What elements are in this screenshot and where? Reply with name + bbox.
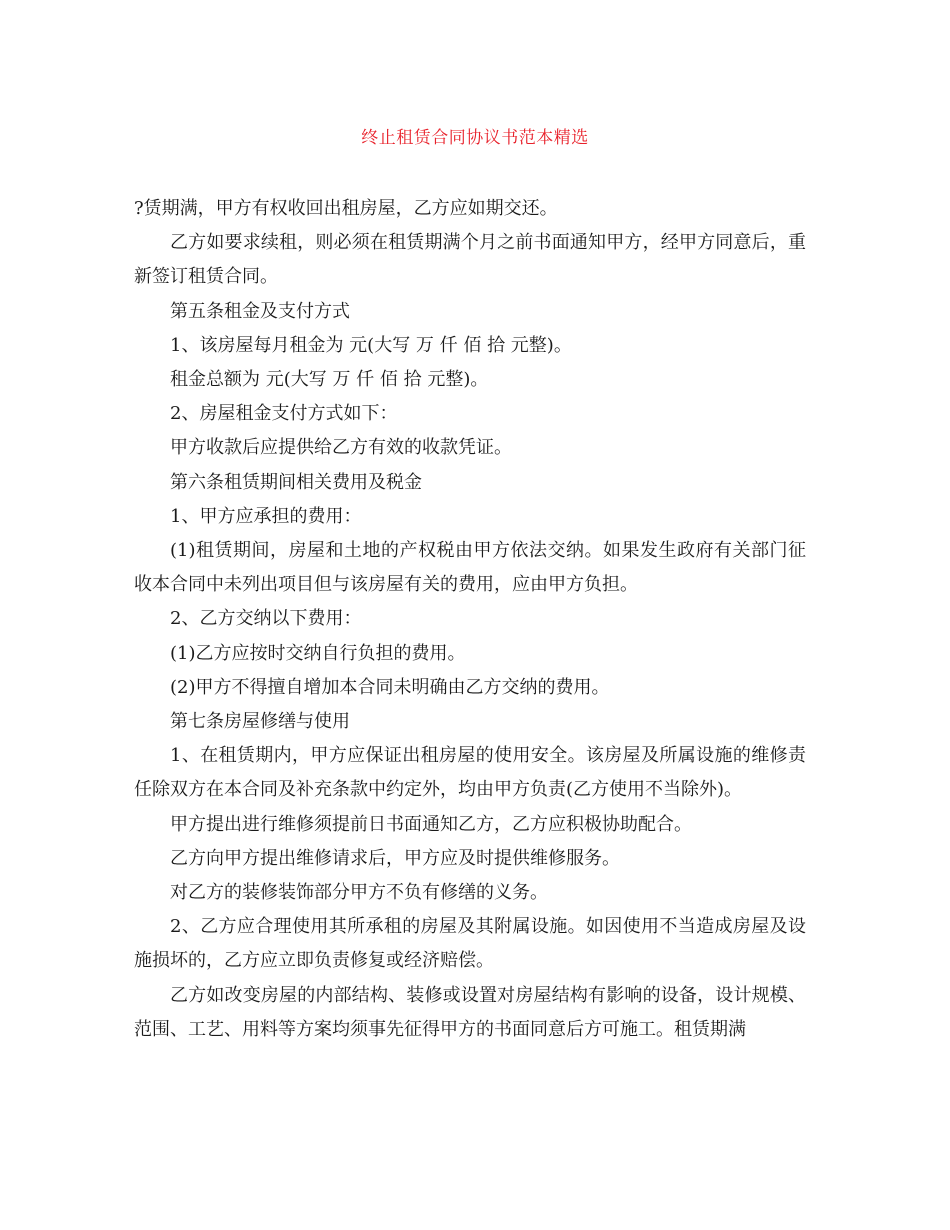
paragraph: 乙方向甲方提出维修请求后，甲方应及时提供维修服务。 bbox=[170, 847, 620, 869]
paragraph: 2、乙方应合理使用其所承租的房屋及其附属设施。如因使用不当造成房屋及设施损坏的，乙方应立即负责修复或经济赔偿。 bbox=[134, 916, 806, 972]
paragraph: 甲方提出进行维修须提前日书面通知乙方，乙方应积极协助配合。 bbox=[170, 813, 692, 835]
document-body bbox=[134, 192, 806, 1047]
section-heading: 第六条租赁期间相关费用及税金 bbox=[170, 471, 422, 493]
paragraph: ?赁期满，甲方有权收回出租房屋，乙方应如期交还。 bbox=[134, 198, 558, 219]
paragraph: 1、甲方应承担的费用： bbox=[170, 505, 362, 527]
paragraph: 对乙方的装修装饰部分甲方不负有修缮的义务。 bbox=[170, 882, 548, 904]
paragraph: 乙方如改变房屋的内部结构、装修或设置对房屋结构有影响的设备，设计规模、范围、工艺、用料等方案均须事先征得甲方的书面同意后方可施工。租赁期满 bbox=[134, 984, 806, 1040]
paragraph: (1)租赁期间，房屋和土地的产权税由甲方依法交纳。如果发生政府有关部门征收本合同中未列出项目但与该房屋有关的费用，应由甲方负担。 bbox=[134, 540, 806, 596]
paragraph: 甲方收款后应提供给乙方有效的收款凭证。 bbox=[170, 437, 512, 459]
paragraph: (2)甲方不得擅自增加本合同未明确由乙方交纳的费用。 bbox=[170, 676, 610, 698]
paragraph: 1、该房屋每月租金为 元(大写 万 仟 佰 拾 元整)。 bbox=[170, 334, 572, 356]
section-heading: 第五条租金及支付方式 bbox=[170, 300, 350, 322]
paragraph: (1)乙方应按时交纳自行负担的费用。 bbox=[170, 642, 466, 664]
paragraph: 乙方如要求续租，则必须在租赁期满个月之前书面通知甲方，经甲方同意后，重新签订租赁合同。 bbox=[134, 232, 806, 288]
paragraph: 租金总额为 元(大写 万 仟 佰 拾 元整)。 bbox=[170, 369, 489, 391]
paragraph: 1、在租赁期内，甲方应保证出租房屋的使用安全。该房屋及所属设施的维修责任除双方在本合同及补充条款中约定外，均由甲方负责(乙方使用不当除外)。 bbox=[134, 745, 806, 801]
section-heading: 第七条房屋修缮与使用 bbox=[170, 711, 350, 733]
paragraph: 2、房屋租金支付方式如下： bbox=[170, 403, 398, 425]
paragraph: 2、乙方交纳以下费用： bbox=[170, 608, 362, 630]
document-title: 终止租赁合同协议书范本精选 bbox=[361, 128, 589, 148]
